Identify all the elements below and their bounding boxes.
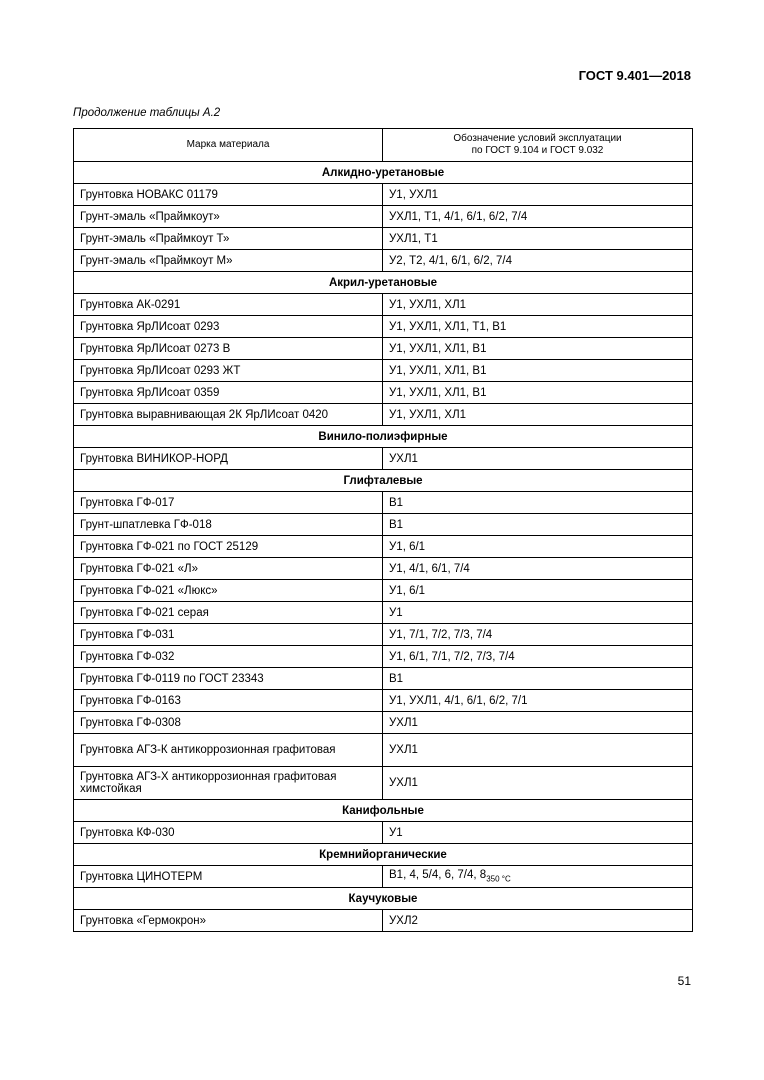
column-header-conditions-line1: Обозначение условий эксплуатации [453,133,622,144]
conditions-text: У1, 6/1 [389,584,426,597]
material-cell: Грунтовка НОВАКС 01179 [74,184,383,206]
material-cell: Грунтовка ГФ-021 по ГОСТ 25129 [74,536,383,558]
table-header-row [74,129,693,162]
group-title: Винило-полиэфирные [74,426,693,448]
table-row [74,184,693,206]
material-cell: Грунтовка ГФ-032 [74,646,383,668]
table-row [74,822,693,844]
table-row [74,206,693,228]
conditions-text: У1, УХЛ1, 4/1, 6/1, 6/2, 7/1 [389,694,528,707]
table-caption: Продолжение таблицы А.2 [73,107,221,119]
conditions-text: В1, 4, 5/4, 6, 7/4, 8 [389,869,487,882]
conditions-cell [383,646,693,668]
conditions-text: УХЛ1 [389,777,418,789]
conditions-text: УХЛ2 [389,914,418,927]
conditions-text: У1, 6/1 [389,540,426,553]
conditions-text: У1, 4/1, 6/1, 7/4 [389,562,470,575]
conditions-subscript: 350 °С [486,874,511,884]
material-cell: Грунтовка ГФ-0308 [74,712,383,734]
conditions-text: У2, Т2, 4/1, 6/1, 6/2, 7/4 [389,254,513,267]
conditions-cell [383,250,693,272]
conditions-cell [383,712,693,734]
table-row [74,624,693,646]
material-cell: Грунтовка ЯрЛИсоат 0293 [74,316,383,338]
material-cell: Грунтовка ЦИНОТЕРМ [74,866,383,888]
table-row [74,690,693,712]
table-row [74,536,693,558]
materials-table [73,128,693,932]
conditions-text: УХЛ1 [389,716,418,729]
column-header-material: Марка материала [74,129,383,162]
conditions-text: У1, УХЛ1, ХЛ1, В1 [389,364,487,377]
table-row [74,316,693,338]
conditions-text: У1, УХЛ1, ХЛ1 [389,298,467,311]
table-row [74,646,693,668]
conditions-text: В1 [389,496,404,509]
group-header-row [74,470,693,492]
table-row [74,404,693,426]
table-row [74,866,693,888]
conditions-cell [383,536,693,558]
page-number: 51 [677,974,691,988]
group-header-row [74,800,693,822]
conditions-text: УХЛ1 [389,744,418,756]
conditions-cell [383,866,693,888]
group-title: Каучуковые [74,888,693,910]
material-cell: Грунтовка КФ-030 [74,822,383,844]
conditions-cell [383,338,693,360]
conditions-cell [383,624,693,646]
conditions-cell [383,228,693,250]
conditions-cell [383,690,693,712]
conditions-cell [383,184,693,206]
material-cell: Грунтовка ЯрЛИсоат 0273 В [74,338,383,360]
material-cell: Грунтовка ГФ-0119 по ГОСТ 23343 [74,668,383,690]
conditions-text: У1, УХЛ1, ХЛ1, В1 [389,342,487,355]
conditions-cell [383,602,693,624]
material-cell: Грунтовка ЯрЛИсоат 0359 [74,382,383,404]
conditions-text: УХЛ1 [389,452,418,465]
material-cell: Грунт-эмаль «Праймкоут М» [74,250,383,272]
table-row [74,734,693,767]
group-header-row [74,162,693,184]
group-header-row [74,272,693,294]
material-cell: Грунтовка ГФ-0163 [74,690,383,712]
conditions-cell [383,206,693,228]
material-cell: Грунтовка ГФ-021 серая [74,602,383,624]
table-row [74,514,693,536]
table-row [74,360,693,382]
conditions-cell [383,448,693,470]
group-title: Канифольные [74,800,693,822]
material-cell: Грунт-шпатлевка ГФ-018 [74,514,383,536]
table-row [74,250,693,272]
conditions-cell [383,514,693,536]
material-cell: Грунтовка ЯрЛИсоат 0293 ЖТ [74,360,383,382]
conditions-text: В1 [389,518,404,531]
conditions-text: УХЛ1, Т1 [389,232,438,245]
conditions-cell [383,382,693,404]
material-cell: Грунтовка ГФ-021 «Люкс» [74,580,383,602]
conditions-cell [383,492,693,514]
table-row [74,767,693,800]
material-cell: Грунтовка ВИНИКОР-НОРД [74,448,383,470]
conditions-cell [383,734,693,767]
conditions-cell [383,668,693,690]
group-header-row [74,844,693,866]
conditions-cell [383,360,693,382]
column-header-conditions-line2: по ГОСТ 9.104 и ГОСТ 9.032 [471,145,604,156]
table-row [74,294,693,316]
material-cell: Грунт-эмаль «Праймкоут Т» [74,228,383,250]
document-standard-header: ГОСТ 9.401—2018 [578,68,691,83]
conditions-text: У1 [389,606,403,619]
conditions-cell [383,822,693,844]
conditions-cell [383,316,693,338]
table-row [74,338,693,360]
conditions-text: У1, УХЛ1, ХЛ1, Т1, В1 [389,320,507,333]
group-title: Алкидно-уретановые [74,162,693,184]
material-cell: Грунтовка АГЗ-Х антикоррозионная графитовая химстойкая [74,767,383,800]
table-row [74,580,693,602]
conditions-cell [383,910,693,932]
group-header-row [74,426,693,448]
table-row [74,668,693,690]
conditions-text: У1, 7/1, 7/2, 7/3, 7/4 [389,628,493,641]
conditions-text: У1 [389,826,403,839]
table-row [74,492,693,514]
table-row [74,228,693,250]
conditions-cell [383,767,693,800]
group-title: Кремнийорганические [74,844,693,866]
conditions-text: У1, УХЛ1, ХЛ1, В1 [389,386,487,399]
conditions-text: У1, УХЛ1, ХЛ1 [389,408,467,421]
material-cell: Грунт-эмаль «Праймкоут» [74,206,383,228]
conditions-text: В1 [389,672,404,685]
table-body [74,162,693,932]
group-header-row [74,888,693,910]
group-title: Акрил-уретановые [74,272,693,294]
table-row [74,602,693,624]
material-cell: Грунтовка ГФ-031 [74,624,383,646]
table-row [74,558,693,580]
table-row [74,382,693,404]
table-row [74,712,693,734]
conditions-cell [383,558,693,580]
conditions-text: УХЛ1, Т1, 4/1, 6/1, 6/2, 7/4 [389,210,528,223]
column-header-conditions [383,129,693,162]
conditions-cell [383,404,693,426]
material-cell: Грунтовка АГЗ-К антикоррозионная графитовая [74,734,383,767]
material-cell: Грунтовка выравнивающая 2К ЯрЛИсоат 0420 [74,404,383,426]
conditions-cell [383,580,693,602]
material-cell: Грунтовка АК-0291 [74,294,383,316]
conditions-text: У1, УХЛ1 [389,188,439,201]
table-row [74,910,693,932]
material-cell: Грунтовка ГФ-017 [74,492,383,514]
conditions-text: У1, 6/1, 7/1, 7/2, 7/3, 7/4 [389,650,515,663]
conditions-cell [383,294,693,316]
table-row [74,448,693,470]
group-title: Глифталевые [74,470,693,492]
material-cell: Грунтовка «Гермокрон» [74,910,383,932]
material-cell: Грунтовка ГФ-021 «Л» [74,558,383,580]
